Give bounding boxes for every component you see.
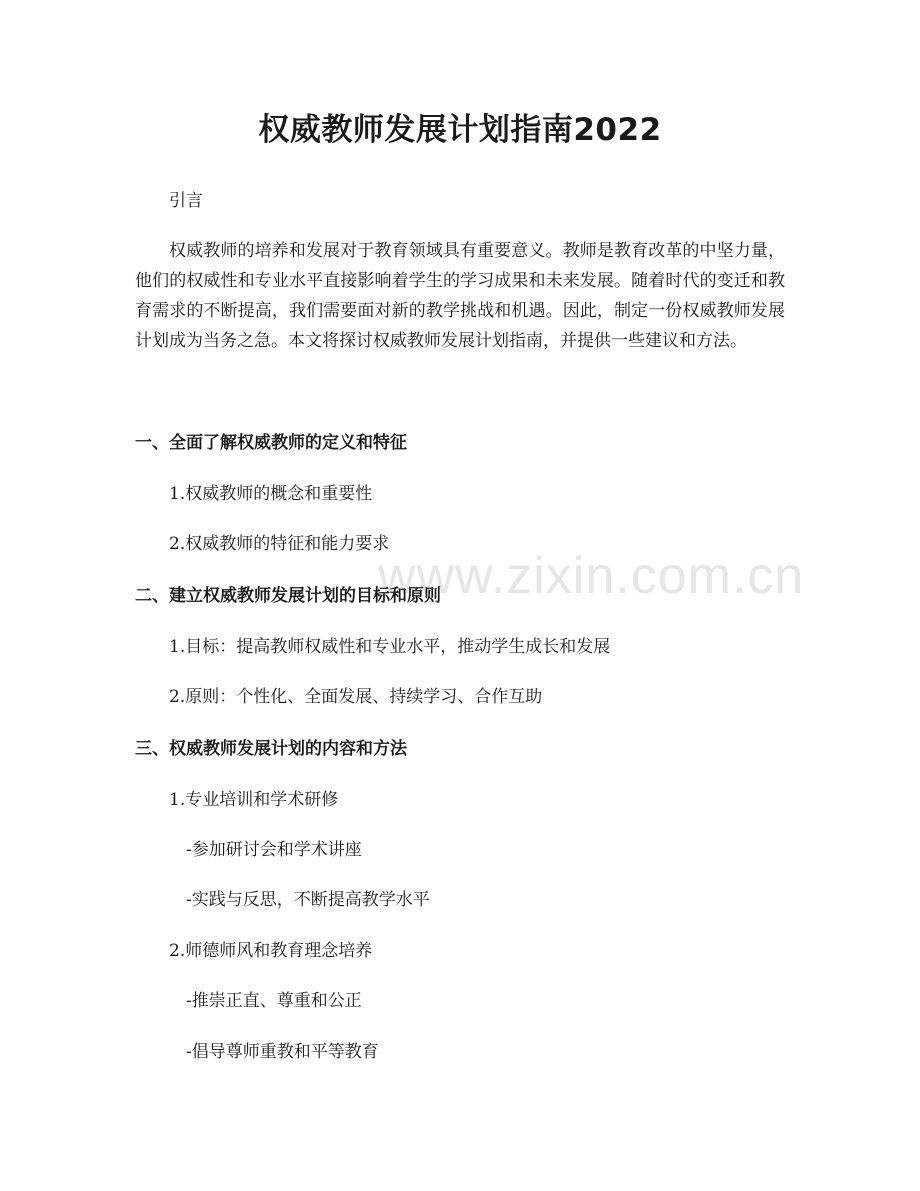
section-2-item-2: 2.原则：个性化、全面发展、持续学习、合作互助	[169, 687, 543, 707]
watermark: www.zixin.com.cn	[378, 547, 805, 605]
section-heading-2: 二、建立权威教师发展计划的目标和原则	[135, 586, 441, 606]
section-2-item-1: 1.目标：提高教师权威性和专业水平，推动学生成长和发展	[169, 637, 611, 657]
section-3-subitem-3: -推崇正直、尊重和公正	[186, 991, 362, 1011]
section-3-subitem-2: -实践与反思，不断提高教学水平	[186, 890, 430, 910]
section-3-subitem-1: -参加研讨会和学术讲座	[186, 840, 362, 860]
section-heading-1: 一、全面了解权威教师的定义和特征	[135, 433, 407, 453]
section-3-item-1: 1.专业培训和学术研修	[169, 790, 339, 810]
section-3-subitem-4: -倡导尊师重教和平等教育	[186, 1042, 379, 1062]
section-1-item-1: 1.权威教师的概念和重要性	[169, 484, 373, 504]
section-3-item-2: 2.师德师风和教育理念培养	[169, 941, 373, 961]
section-1-item-2: 2.权威教师的特征和能力要求	[169, 534, 390, 554]
document-title: 权威教师发展计划指南2022	[258, 112, 662, 148]
intro-paragraph: 权威教师的培养和发展对于教育领域具有重要意义。教师是教育改革的中坚力量，他们的权威性和专业水平直接影响着学生的学习成果和未来发展。随着时代的变迁和教育需求的不断提高，我们需要面对新的教学挑战和机遇。因此，制定一份权威教师发展计划成为当务之急。本文将探讨权威教师发展计划指南，并提供一些建议和方法。	[135, 241, 785, 351]
intro-label: 引言	[169, 191, 203, 211]
section-heading-3: 三、权威教师发展计划的内容和方法	[135, 739, 407, 759]
